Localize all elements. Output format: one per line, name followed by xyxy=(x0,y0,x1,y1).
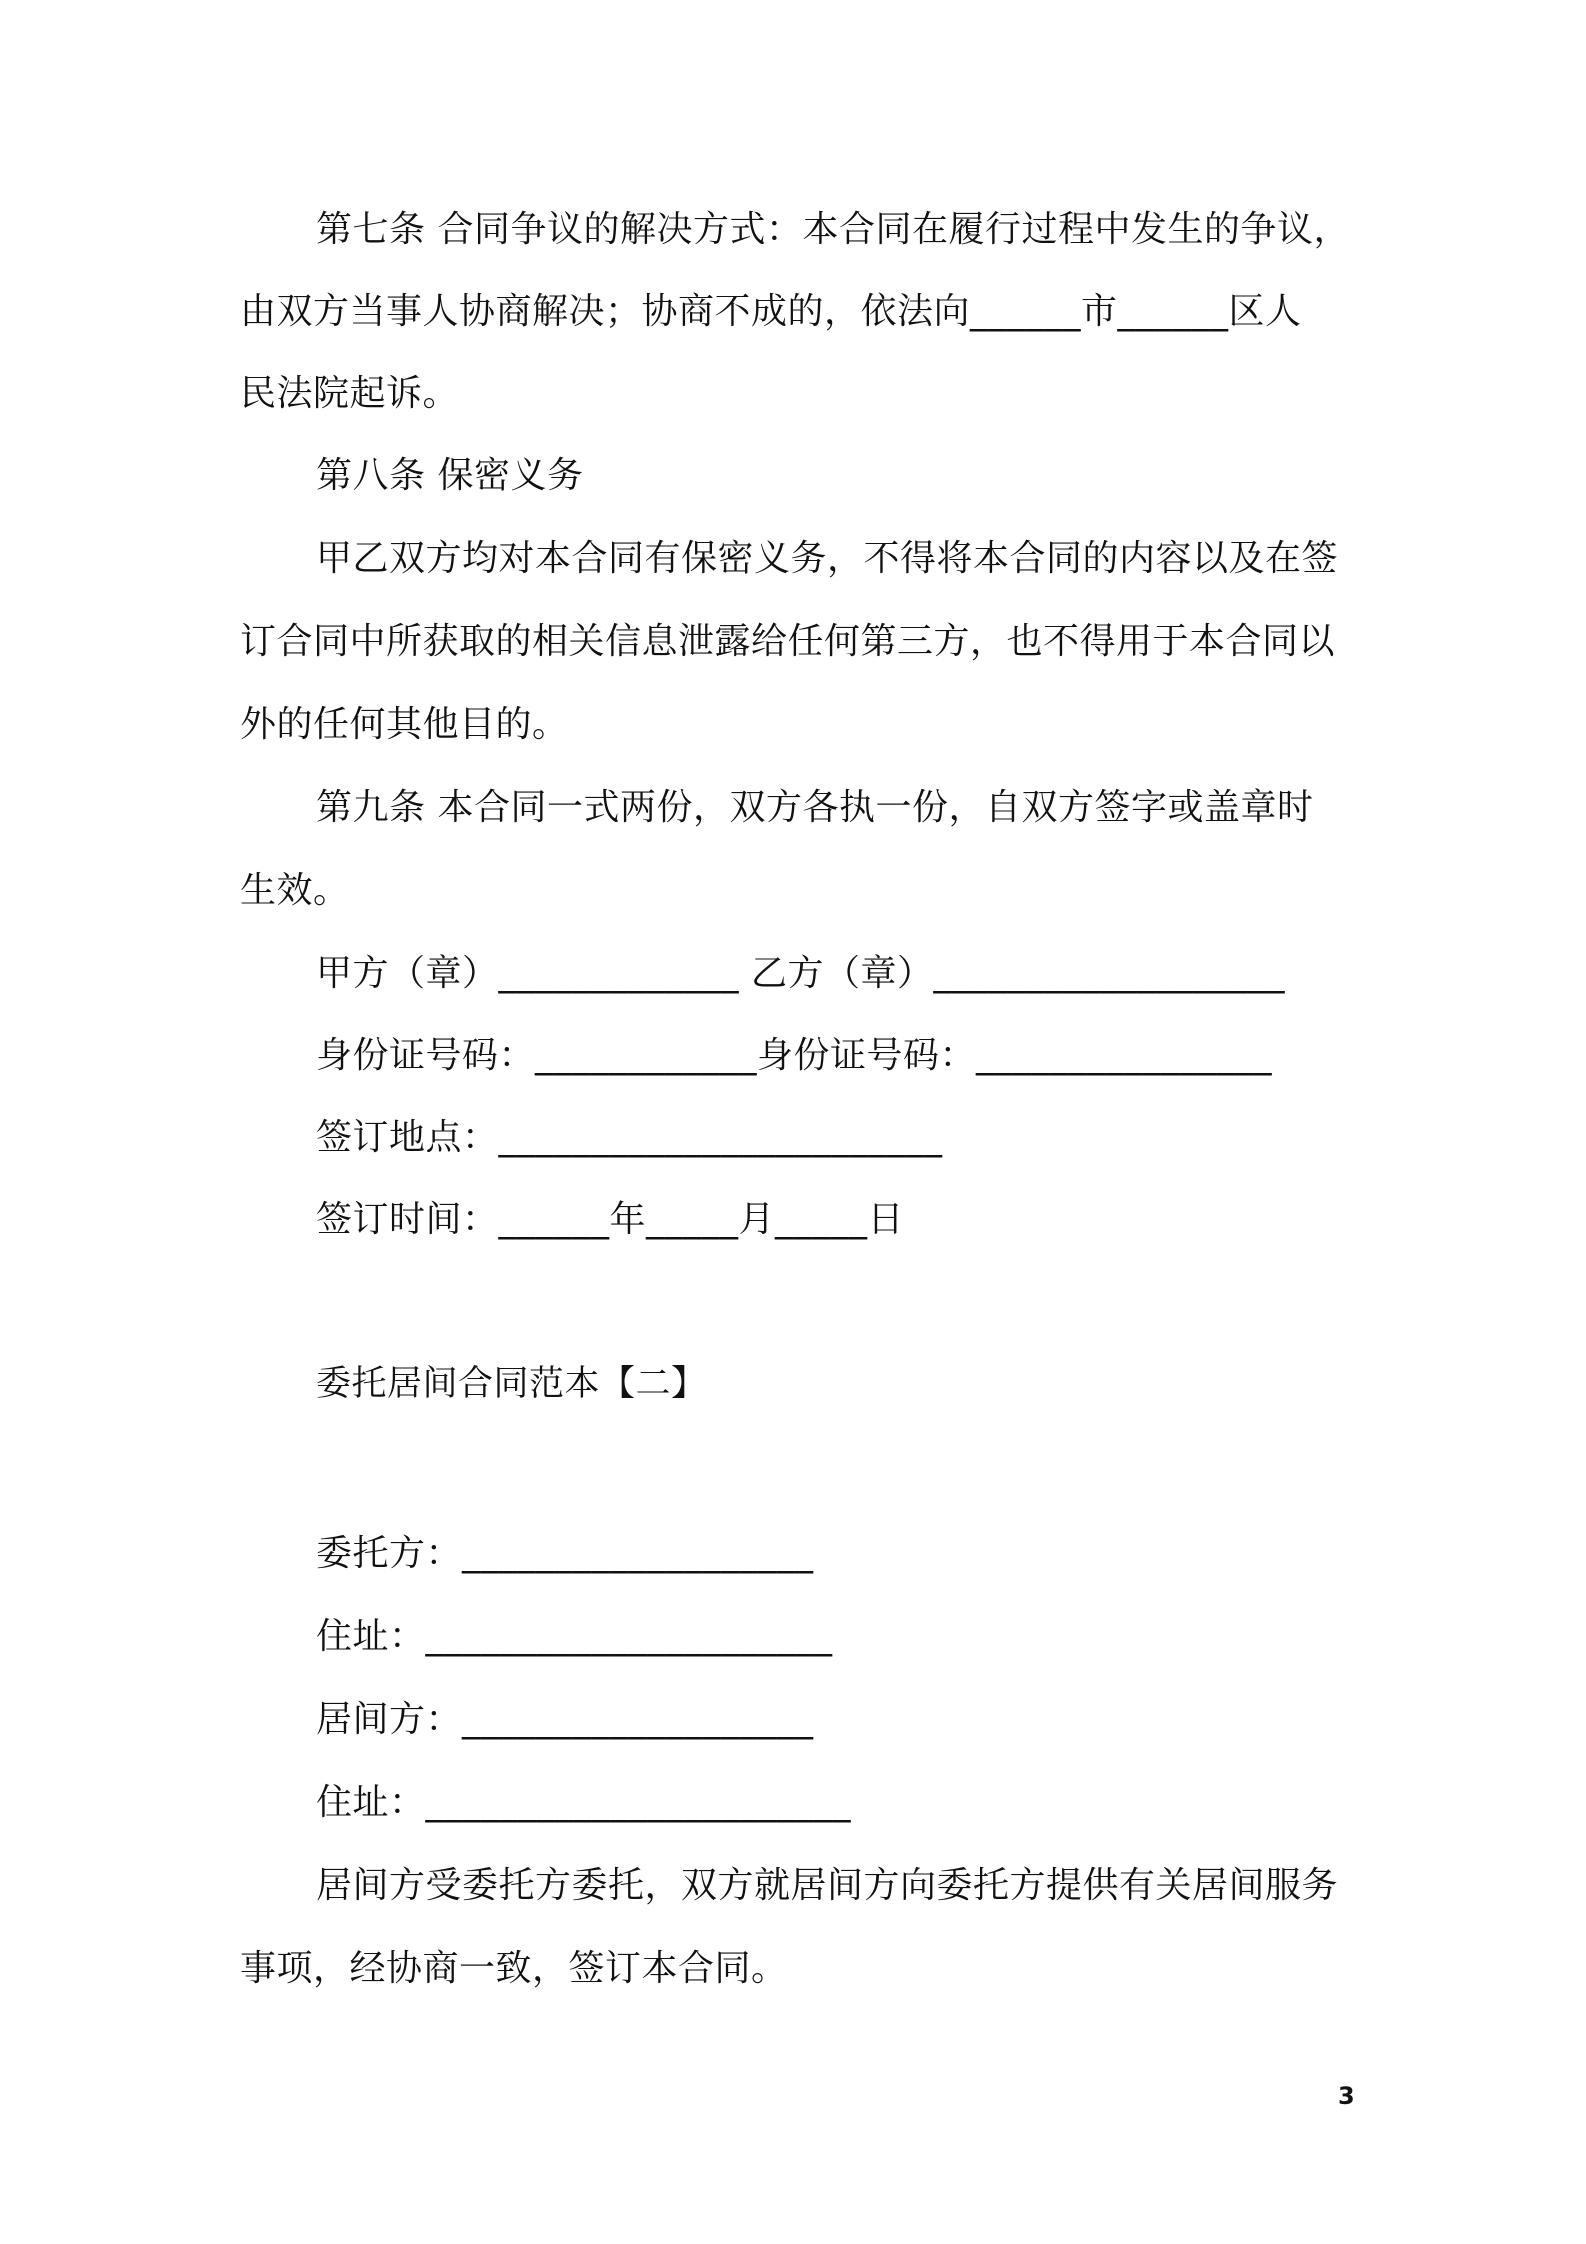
article-7-line-2: 由双方当事人协商解决；协商不成的，依法向______市______区人 xyxy=(240,291,1302,332)
preamble-line-1: 居间方受委托方委托，双方就居间方向委托方提供有关居间服务 xyxy=(316,1865,1339,1906)
article-7-line-1: 第七条 合同争议的解决方式：本合同在履行过程中发生的争议， xyxy=(316,209,1350,250)
intermediary-address-line: 住址：_______________________ xyxy=(316,1782,852,1823)
article-7-line-3: 民法院起诉。 xyxy=(240,373,460,414)
intermediary-line: 居间方：___________________ xyxy=(316,1699,814,1740)
preamble-line-2: 事项，经协商一致，签订本合同。 xyxy=(240,1948,788,1989)
client-line: 委托方：___________________ xyxy=(316,1533,814,1574)
signing-place-line: 签订地点：________________________ xyxy=(316,1117,943,1158)
signature-parties-line: 甲方（章）_____________ 乙方（章）___________________ xyxy=(316,953,1285,994)
article-8-heading: 第八条 保密义务 xyxy=(316,455,584,496)
page-number: 3 xyxy=(1338,2082,1355,2110)
article-8-line-1: 甲乙双方均对本合同有保密义务，不得将本合同的内容以及在签 xyxy=(316,538,1339,579)
article-8-line-2: 订合同中所获取的相关信息泄露给任何第三方，也不得用于本合同以 xyxy=(240,621,1336,662)
section-title: 委托居间合同范本【二】 xyxy=(316,1364,707,1404)
signing-date-line: 签订时间：______年_____月_____日 xyxy=(316,1199,905,1240)
article-9-line-2: 生效。 xyxy=(240,870,350,911)
id-number-line: 身份证号码：____________身份证号码：________________ xyxy=(316,1035,1273,1076)
client-address-line: 住址：______________________ xyxy=(316,1616,833,1657)
article-9-line-1: 第九条 本合同一式两份，双方各执一份，自双方签字或盖章时 xyxy=(316,787,1314,828)
article-8-line-3: 外的任何其他目的。 xyxy=(240,704,569,745)
